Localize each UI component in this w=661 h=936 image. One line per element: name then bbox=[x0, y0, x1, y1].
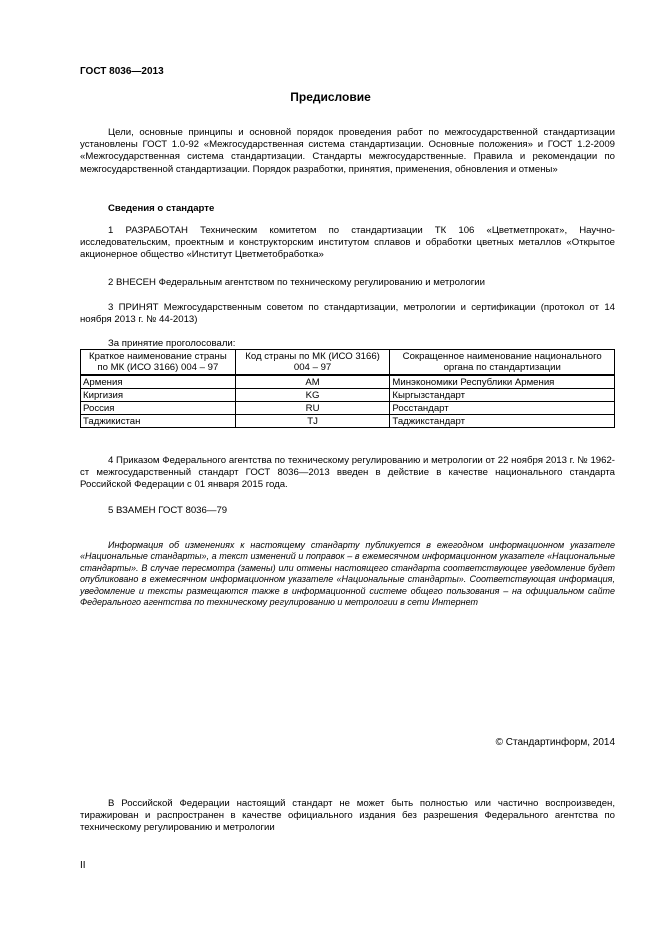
cell-body: Кыргызстандарт bbox=[390, 389, 615, 402]
item-adopted bbox=[80, 302, 615, 326]
document-code: ГОСТ 8036—2013 bbox=[80, 66, 164, 77]
copyright: © Стандартинформ, 2014 bbox=[495, 737, 615, 748]
cell-code: KG bbox=[235, 389, 390, 402]
table-row bbox=[81, 415, 615, 428]
page-title: Предисловие bbox=[290, 90, 371, 104]
cell-body: Таджикстандарт bbox=[390, 415, 615, 428]
intro-text: Цели, основные принципы и основной порядок проведения работ по межгосударственной стандартизации установлены ГОСТ 1.0-92 «Межгосударственная система стандартизации. Основные положения» и ГОСТ 1.2-2009 «Межгосударственная система стандартизации. Стандарты межгосударственные. Правила и рекомендации по межгосударственной стандартизации. Порядок разработки, принятия, применения, обновления и отмены» bbox=[80, 127, 615, 175]
vote-table-header bbox=[81, 350, 615, 376]
col-header-body: Сокращенное наименование национального органа по стандартизации bbox=[390, 350, 615, 376]
reproduction-notice: В Российской Федерации настоящий стандарт не может быть полностью или частично воспроизведен, тиражирован и распространен в качестве официального издания без разрешения Федерального агентства по техническому регулированию и метрологии bbox=[80, 798, 615, 834]
page-number: II bbox=[80, 860, 86, 871]
table-row bbox=[81, 389, 615, 402]
info-notice: Информация об изменениях к настоящему стандарту публикуется в ежегодном информационном указателе «Национальные стандарты», а текст изменений и поправок – в ежемесячном информационном указателе «Национальные стандарты». В случае пересмотра (замены) или отмены настоящего стандарта соответствующее уведомление будет опубликовано в ежемесячном информационном указателе «Национальные стандарты». Соответствующая информация, уведомление и тексты размещаются также в информационной системе общего пользования – на официальном сайте Федерального агентства по техническому регулированию и метрологии в сети Интернет bbox=[80, 540, 615, 608]
intro-paragraph bbox=[80, 127, 615, 176]
cell-country: Россия bbox=[81, 402, 236, 415]
vote-label: За принятие проголосовали: bbox=[108, 338, 236, 349]
cell-country: Армения bbox=[81, 375, 236, 389]
item-introduced bbox=[80, 277, 615, 289]
item-developed bbox=[80, 225, 615, 262]
cell-code: RU bbox=[235, 402, 390, 415]
cell-code: TJ bbox=[235, 415, 390, 428]
table-row bbox=[81, 375, 615, 389]
cell-body: Росстандарт bbox=[390, 402, 615, 415]
item-introduced-text: 2 ВНЕСЕН Федеральным агентством по техническому регулированию и метрологии bbox=[108, 277, 486, 288]
item-developed-text: 1 РАЗРАБОТАН Техническим комитетом по стандартизации ТК 106 «Цветметпрокат», Научно-исследовательским, проектным и конструкторским институтом сплавов и обработки цветных металлов «Открытое акционерное общество «Институт Цветметобработка» bbox=[80, 225, 615, 261]
cell-code: AM bbox=[235, 375, 390, 389]
table-row bbox=[81, 402, 615, 415]
cell-country: Киргизия bbox=[81, 389, 236, 402]
item-replaces-text: 5 ВЗАМЕН ГОСТ 8036—79 bbox=[108, 505, 228, 516]
cell-body: Минэкономики Республики Армения bbox=[390, 375, 615, 389]
vote-table bbox=[80, 349, 615, 428]
col-header-country: Краткое наименование страны по МК (ИСО 3166) 004 – 97 bbox=[81, 350, 236, 376]
standard-info-heading: Сведения о стандарте bbox=[108, 203, 215, 214]
col-header-code: Код страны по МК (ИСО 3166) 004 – 97 bbox=[235, 350, 390, 376]
item-enacted bbox=[80, 455, 615, 492]
item-adopted-text: 3 ПРИНЯТ Межгосударственным советом по стандартизации, метрологии и сертификации (протокол от 14 ноября 2013 г. № 44-2013) bbox=[80, 302, 615, 326]
cell-country: Таджикистан bbox=[81, 415, 236, 428]
item-enacted-text: 4 Приказом Федерального агентства по техническому регулированию и метрологии от 22 ноября 2013 г. № 1962-ст межгосударственный стандарт ГОСТ 8036—2013 введен в действие в качестве национального стандарта Российской Федерации с 01 января 2015 года. bbox=[80, 455, 615, 491]
item-replaces bbox=[80, 505, 615, 517]
